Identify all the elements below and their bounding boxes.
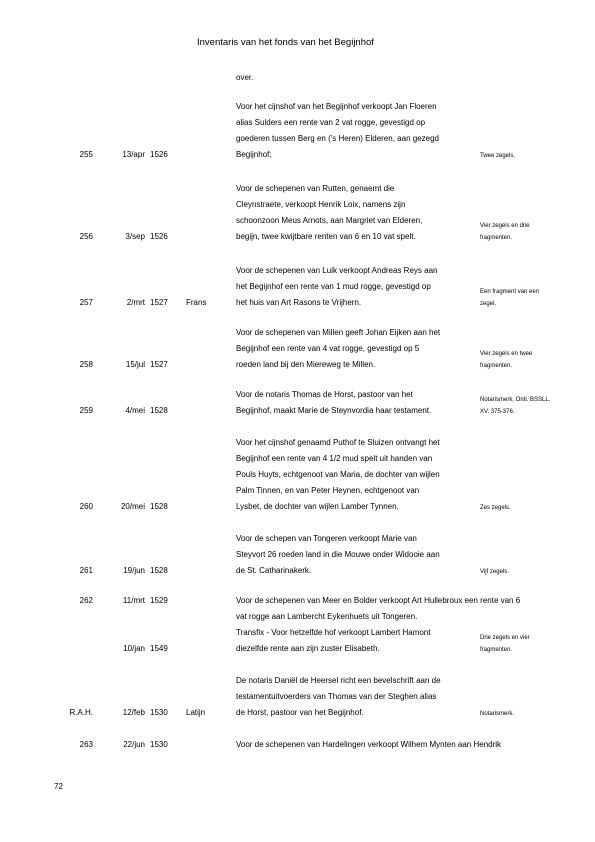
description-line: Voor de schepenen van Rutten, genaemt die (236, 184, 395, 193)
entry-description (236, 593, 520, 657)
description-line: schoonzoon Meus Arnots, aan Margriet van Elderen, (236, 216, 423, 225)
description-line: begijn, twee kwijtbare renten van 6 en 10 vat spelt. (236, 232, 416, 241)
description-line: Voor de schepen van Tongeren verkoopt Marie van (236, 534, 417, 543)
page-title: Inventaris van het fonds van het Begijnhof (197, 37, 374, 48)
entry-description (236, 673, 441, 721)
description-line: goederen tussen Berg en ('s Heren) Elderen, aan gezegd (236, 134, 439, 143)
entry-note: Notarismerk. Ontl. BSSLL. (480, 397, 551, 403)
entry-note: Drie zegels en vier (480, 635, 530, 641)
entry-date: 11/mrt (122, 596, 145, 605)
entry-year: 1530 (150, 708, 168, 717)
entry-note: XV, 375-376. (480, 409, 515, 415)
entry-number: 261 (79, 566, 93, 575)
entry-note: Zes zegels. (480, 505, 511, 511)
entry-date: 19/jun (123, 566, 145, 575)
description-line: de Horst, pastoor van het Begijnhof. (236, 708, 364, 717)
description-line: Voor de schepenen van Millen geeft Johan Eijken aan het (236, 328, 441, 337)
entry-note: zegel. (480, 301, 497, 307)
entry-number: 256 (79, 232, 93, 241)
entry-note: Twee zegels. (480, 153, 516, 159)
entry-description (236, 737, 501, 753)
entry-year: 1526 (150, 232, 168, 241)
entry-number: 259 (79, 406, 93, 415)
entry-note: Vijf zegels. (480, 569, 509, 575)
entry-date: 12/feb (122, 708, 145, 717)
entry-number: 258 (79, 360, 93, 369)
description-line: Voor de notaris Thomas de Horst, pastoor van het (236, 390, 413, 399)
description-line: Begijnhof, maakt Marie de Steynvordia haar testament. (236, 406, 432, 415)
entry-year: 1530 (150, 740, 168, 749)
entry-note: Notarismerk. (480, 711, 515, 717)
description-line: het huis van Art Rasons te Vrijhern. (236, 298, 362, 307)
description-line: Palm Tinnen, en van Peter Heynen, echtgenoot van (236, 486, 420, 495)
entry-year: 1528 (150, 502, 168, 511)
entry-extra-year: 1549 (150, 644, 168, 653)
description-line: het Begijnhof een rente van 1 mud rogge, gevestigd op (236, 282, 431, 291)
entry-extra-date: 10/jan (123, 644, 145, 653)
description-line: roeden land bij den Miereweg te Millen. (236, 360, 376, 369)
entry-number: 257 (79, 298, 93, 307)
continuation-text: over. (236, 73, 254, 82)
entry-year: 1527 (150, 360, 168, 369)
entry-number: 255 (79, 150, 93, 159)
entry-description (236, 387, 431, 419)
entry-date: 4/mei (125, 406, 145, 415)
description-line: Cleynstraete, verkoopt Henrik Loix, namens zijn (236, 200, 406, 209)
description-line: Steyvort 26 roeden land in die Mouwe onder Widooie aan (236, 550, 440, 559)
entry-note: Vier zegels en twee (480, 351, 533, 357)
description-line: Begijnhof een rente van 4 vat rogge, gevestigd op 5 (236, 344, 420, 353)
description-line: Voor de schepenen van Hardelingen verkoopt Wilhem Mynten aan Hendrik (236, 740, 502, 749)
entry-number: R.A.H. (69, 708, 93, 717)
description-line: Voor de schepenen van Meer en Bolder verkoopt Art Hullebroux een rente van 6 (236, 596, 521, 605)
description-line: Voor de schepenen van Luik verkoopt Andreas Reys aan (236, 266, 438, 275)
description-line: Voor het cijnshof genaamd Puthof te Sluizen ontvangt het (236, 438, 440, 447)
entry-description (236, 181, 422, 245)
entry-note: Vier zegels en drie (480, 223, 530, 229)
description-line: Pouls Huyts, echtgenoot van Maria, de dochter van wijlen (236, 470, 440, 479)
entry-language: Frans (186, 298, 207, 307)
description-line: Begijnhof; (236, 150, 272, 159)
entry-description (236, 435, 440, 515)
description-line: vat rogge aan Lambercht Eykenhuets uit Tongeren. (236, 612, 418, 621)
entry-number: 263 (79, 740, 93, 749)
entry-number: 260 (79, 502, 93, 511)
entry-year: 1529 (150, 596, 168, 605)
description-line: testamentuitvoerders van Thomas van der Steghen alias (236, 692, 437, 701)
entry-note: fragmenten. (480, 235, 513, 241)
entry-year: 1526 (150, 150, 168, 159)
description-line: Lysbet, de dochter van wijlen Lamber Tynnen. (236, 502, 399, 511)
description-line: diezelfde rente aan zijn zuster Elisabeth. (236, 644, 380, 653)
page-number: 72 (54, 782, 63, 791)
entry-note: fragmenten. (480, 647, 513, 653)
description-line: Voor het cijnshof van het Begijnhof verkoopt Jan Floeren (236, 102, 437, 111)
description-line: De notaris Daniël de Heersel richt een bevelschrift aan de (236, 676, 441, 685)
entry-description (236, 531, 440, 579)
entry-number: 262 (79, 596, 93, 605)
entry-description (236, 263, 437, 311)
entry-year: 1528 (150, 406, 168, 415)
description-line: de St. Catharinakerk. (236, 566, 312, 575)
entry-date: 15/jul (125, 360, 145, 369)
entry-date: 20/mei (120, 502, 145, 511)
entry-year: 1528 (150, 566, 168, 575)
description-line: Begijnhof een rente van 4 1/2 mud spelt uit handen van (236, 454, 433, 463)
entry-date: 3/sep (125, 232, 145, 241)
entry-date: 13/apr (122, 150, 145, 159)
entry-date: 22/jun (123, 740, 145, 749)
entry-language: Latijn (186, 708, 206, 717)
entry-note: fragmenten. (480, 363, 513, 369)
entry-note: Een fragment van een (480, 289, 540, 295)
description-line: alias Sulders een rente van 2 vat rogge, gevestigd op (236, 118, 426, 127)
entry-year: 1527 (150, 298, 168, 307)
entry-date: 2/mrt (126, 298, 145, 307)
description-line: Transfix - Voor hetzelfde hof verkoopt Lambert Hamont (236, 628, 431, 637)
entry-description (236, 99, 439, 163)
entry-description (236, 325, 440, 373)
